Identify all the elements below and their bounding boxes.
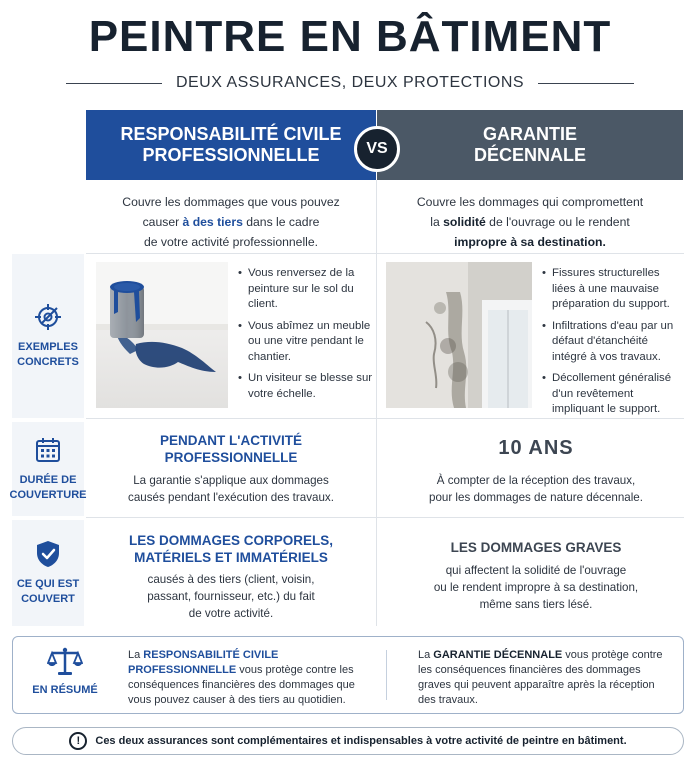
covered-rc-pro-text-line2: passant, fournisseur, etc.) du fait [147, 590, 315, 603]
subtitle-row [0, 74, 700, 92]
summary-divider [386, 650, 387, 700]
list-item: • Fissures structurelles liées à une mauvaise préparation du support. [542, 266, 682, 313]
summary-rc-pro-post: vous protège contre les conséquences financières des dommages que vous pouvez causer à des tiers au quotidien. [128, 664, 355, 706]
damaged-wall-illustration [386, 262, 532, 408]
intro-rc-pro [90, 192, 372, 252]
covered-rc-pro-title [96, 532, 366, 566]
list-item: • Décollement généralisé d'un revêtement impliquant le support. [542, 371, 682, 418]
examples-rc-pro-list [238, 266, 376, 408]
covered-decennale-text [386, 562, 686, 613]
shield-check-icon [33, 539, 63, 569]
summary-decennale-pre: La [418, 649, 434, 661]
intro-decennale-line2a: la [430, 215, 444, 229]
duration-decennale-text-line2: pour les dommages de nature décennale. [429, 491, 643, 504]
side-examples-line2: CONCRETS [17, 356, 79, 368]
header-decennale [377, 110, 683, 180]
intro-rc-pro-line1: Couvre les dommages que vous pouvez [122, 195, 340, 209]
duration-rc-pro-text-line2: causés pendant l'exécution des travaux. [128, 491, 334, 504]
intro-rc-pro-line2c: dans le cadre [242, 215, 320, 229]
duration-decennale-text-line1: À compter de la réception des travaux, [436, 474, 636, 487]
duration-rc-pro-text-line1: La garantie s'applique aux dommages [133, 474, 329, 487]
scales-icon [47, 646, 83, 678]
covered-rc-pro-title-line2: MATÉRIELS ET IMMATÉRIELS [134, 550, 328, 565]
duration-rc-pro-title [96, 432, 366, 466]
covered-decennale-title: LES DOMMAGES GRAVES [450, 540, 622, 555]
covered-rc-pro-text-line1: causés à des tiers (client, voisin, [147, 573, 315, 586]
intro-rc-pro-line3: de votre activité professionnelle. [143, 235, 319, 249]
intro-decennale-highlight: solidité [443, 215, 486, 229]
examples-decennale-list [542, 266, 682, 424]
summary-decennale-post: vous protège contre les conséquences financières des dommages graves qui peuvent apparaître après la réception des travaux. [418, 649, 663, 706]
paint-spill-image [96, 262, 228, 408]
summary-rc-pro [128, 648, 368, 708]
header-rc-pro-line2: PROFESSIONNELLE [142, 145, 320, 165]
header-rc-pro-line1: RESPONSABILITÉ CIVILE [120, 124, 342, 144]
intro-decennale-line2 [380, 212, 680, 232]
summary-side [28, 646, 102, 696]
header-decennale-line2: DÉCENNALE [473, 145, 586, 165]
intro-decennale-line1: Couvre les dommages qui compromettent [416, 195, 644, 209]
subtitle-rule-left [66, 83, 162, 84]
exclamation-icon: ! [69, 732, 87, 750]
intro-decennale-line3: impropre à sa destination. [454, 235, 606, 249]
page-title: PEINTRE EN BÂTIMENT [88, 12, 612, 61]
side-examples-label [17, 340, 79, 370]
intro-rc-pro-line2a: causer [142, 215, 183, 229]
duration-rc-pro-title-line1: PENDANT L'ACTIVITÉ [160, 433, 302, 448]
duration-decennale-text [386, 472, 686, 506]
divider-duration [86, 517, 684, 518]
paint-can-illustration [96, 262, 228, 408]
intro-decennale [380, 192, 680, 252]
side-covered-line1: CE QUI EST [16, 578, 80, 590]
list-item: • Vous renversez de la peinture sur le sol du client. [238, 266, 376, 313]
covered-rc-pro-text-line3: de votre activité. [188, 607, 274, 620]
side-covered-label [17, 577, 79, 607]
side-duration-line1: DURÉE DE [19, 474, 77, 486]
page-subtitle: DEUX ASSURANCES, DEUX PROTECTIONS [175, 74, 525, 91]
wall-crack-image [386, 262, 532, 408]
subtitle-rule-right [538, 83, 634, 84]
summary-rc-pro-strong: RESPONSABILITÉ CIVILE PROFESSIONNELLE [128, 649, 279, 676]
duration-rc-pro-text [96, 472, 366, 506]
summary-label: EN RÉSUMÉ [32, 684, 98, 696]
divider-intro [86, 253, 684, 254]
intro-rc-pro-highlight: à des tiers [182, 215, 243, 229]
duration-decennale-title: 10 ANS [498, 437, 574, 459]
side-covered-line2: COUVERT [21, 593, 75, 605]
side-examples-line1: EXEMPLES [18, 341, 78, 353]
vs-badge: VS [354, 126, 400, 172]
duration-rc-pro-title-line2: PROFESSIONNELLE [164, 450, 298, 465]
list-item: • Infiltrations d'eau par un défaut d'étanchéité intégré à vos travaux. [542, 319, 682, 366]
header-decennale-line1: GARANTIE [482, 124, 577, 144]
covered-decennale-text-line3: même sans tiers lésé. [479, 598, 593, 611]
side-examples [12, 254, 84, 418]
covered-rc-pro-text [96, 571, 366, 622]
covered-decennale-text-line1: qui affectent la solidité de l'ouvrage [445, 564, 627, 577]
intro-decennale-line2c: de l'ouvrage ou le rendent [485, 215, 630, 229]
side-duration [9, 422, 87, 516]
side-covered [12, 520, 84, 626]
footer-text: Ces deux assurances sont complémentaires et indispensables à votre activité de peintre en bâtiment. [95, 735, 627, 747]
footer-note [12, 727, 684, 755]
header-rc-pro [86, 110, 376, 180]
calendar-icon [33, 435, 63, 465]
summary-rc-pro-pre: La [128, 649, 144, 661]
summary-decennale [418, 648, 668, 708]
covered-rc-pro-title-line1: LES DOMMAGES CORPORELS, [128, 533, 334, 548]
list-item: • Vous abîmez un meuble ou une vitre pendant le chantier. [238, 319, 376, 366]
list-item: • Un visiteur se blesse sur votre échelle. [238, 371, 376, 402]
side-duration-line2: COUVERTURE [9, 489, 87, 501]
intro-rc-pro-line2 [90, 212, 372, 232]
side-duration-label [10, 473, 87, 503]
divider-columns [376, 180, 377, 626]
covered-decennale-text-line2: ou le rendent impropre à sa destination, [433, 581, 639, 594]
summary-decennale-strong: GARANTIE DÉCENNALE [433, 649, 563, 661]
target-icon [33, 302, 63, 332]
